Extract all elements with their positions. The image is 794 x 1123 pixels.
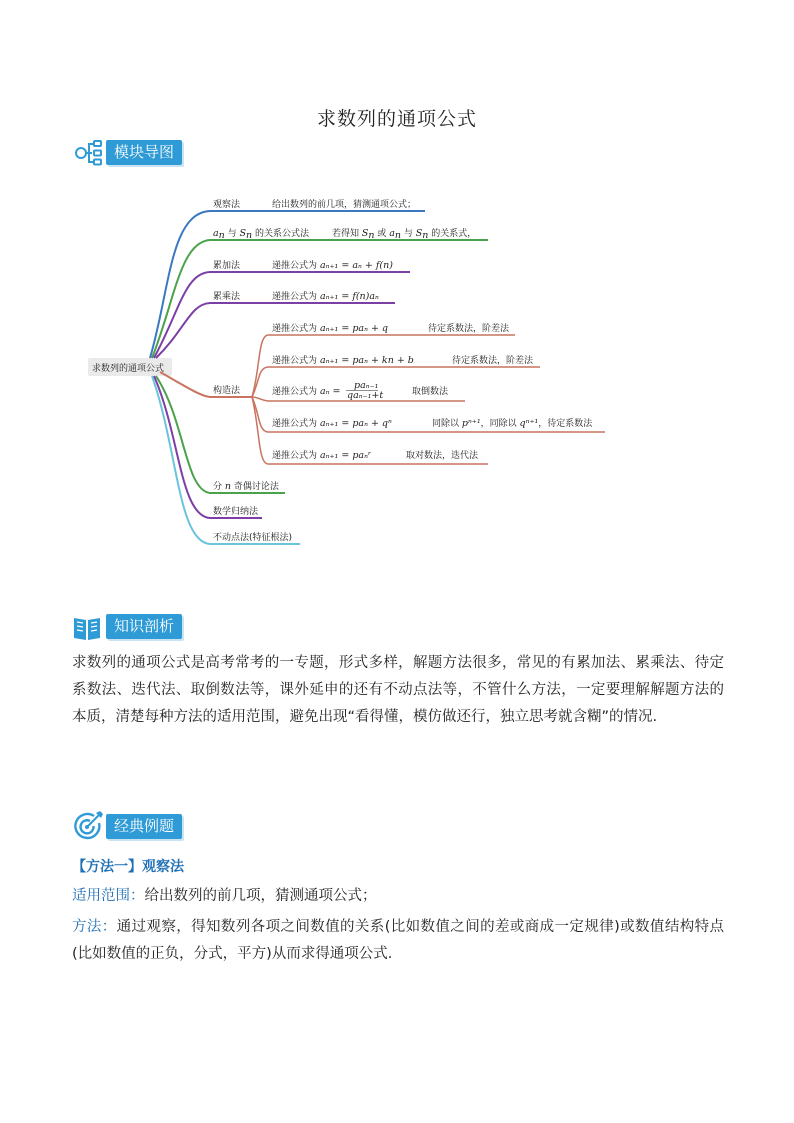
branch-accumulate-label: 累加法 xyxy=(213,261,241,271)
method1-scope xyxy=(72,883,724,910)
branch-induction-label: 数学归纳法 xyxy=(213,507,259,517)
method1-title: 【方法一】观察法 xyxy=(72,859,184,875)
construct-sub-3-note: 取倒数法 xyxy=(412,387,449,397)
construct-sub-3-den: qaₙ₋₁+t xyxy=(347,390,384,401)
knowledge-paragraph: 求数列的通项公式是高考常考的一专题，形式多样，解题方法很多，常见的有累加法、累乘法、待定系数法、迭代法、取倒数法等，课外延申的还有不动点法等，不管什么方法，一定要理解解题方法的本质，清楚每种方法的适用范围，避免出现“看得懂，模仿做还行，独立思考就含糊”的情况. xyxy=(72,655,724,725)
method1-scope-label: 适用范围： xyxy=(72,888,145,904)
section-knowledge-header xyxy=(72,610,212,644)
section-examples-header xyxy=(72,810,212,844)
section-guide-header xyxy=(72,136,212,170)
section-guide-label: 模块导图 xyxy=(106,140,182,165)
mindmap-root xyxy=(88,358,172,376)
branch-accumulate-desc: 递推公式为 xyxy=(272,261,318,271)
construct-sub-4-formula: aₙ₊₁ = paₙ + qⁿ xyxy=(320,418,392,429)
branch-observe-label: 观察法 xyxy=(213,200,241,210)
construct-sub-2-desc: 递推公式为 xyxy=(272,356,318,366)
construct-sub-4-desc: 递推公式为 xyxy=(272,419,318,429)
branch-multiply-desc: 递推公式为 xyxy=(272,292,318,302)
target-arrow-icon xyxy=(72,810,104,842)
page-title: 求数列的通项公式 xyxy=(316,108,477,130)
construct-sub-1-note: 待定系数法，阶差法 xyxy=(428,324,510,334)
method1-method-text: 通过观察，得知数列各项之间数值的关系(比如数值之间的差或商成一定规律)或数值结构特点(比如数值的正负，分式，平方)从而求得通项公式. xyxy=(72,919,724,962)
construct-sub-5-desc: 递推公式为 xyxy=(272,451,318,461)
branch-observe-desc: 给出数列的前几项，猜测通项公式； xyxy=(272,200,417,210)
branch-construct-label: 构造法 xyxy=(213,386,241,396)
construct-sub-1-desc: 递推公式为 xyxy=(272,324,318,334)
branch-multiply-label: 累乘法 xyxy=(213,292,241,302)
method1-method xyxy=(72,914,724,968)
branch-parity-label: 分 n 奇偶讨论法 xyxy=(213,481,279,492)
construct-sub-3-lhs: aₙ = xyxy=(320,386,341,397)
mindmap-root-label: 求数列的通项公式 xyxy=(92,364,165,374)
construct-sub-3-desc: 递推公式为 xyxy=(272,387,318,397)
branch-line-accumulate xyxy=(154,272,410,358)
branch-multiply-formula: aₙ₊₁ = f(n)aₙ xyxy=(320,291,379,302)
construct-sub-2-formula: aₙ₊₁ = paₙ + kn + b xyxy=(320,355,414,366)
construct-sub-4-note: 同除以 pⁿ⁺¹，同除以 qⁿ⁺¹，待定系数法 xyxy=(432,418,593,429)
mindmap-icon xyxy=(72,138,104,168)
branch-fixedpoint-label: 不动点法(特征根法) xyxy=(213,533,293,543)
section-examples-label: 经典例题 xyxy=(106,814,182,839)
construct-sub-2-note: 待定系数法，阶差法 xyxy=(452,356,534,366)
branch-relation-label: an 与 Sn 的关系公式法 xyxy=(213,228,310,241)
open-book-icon xyxy=(72,612,102,642)
branch-relation-desc: 若得知 Sn 或 an 与 Sn 的关系式， xyxy=(332,228,477,241)
method1-scope-text: 给出数列的前几项，猜测通项公式； xyxy=(144,888,377,904)
method1-method-label: 方法： xyxy=(72,919,117,935)
branch-accumulate-formula: aₙ₊₁ = aₙ + f(n) xyxy=(320,260,393,271)
construct-sub-3-num: paₙ₋₁ xyxy=(354,380,379,391)
construct-sub-5-note: 取对数法，迭代法 xyxy=(406,451,479,461)
section-knowledge-label: 知识剖析 xyxy=(106,614,182,639)
construct-sub-1-formula: aₙ₊₁ = paₙ + q xyxy=(320,323,389,334)
mindmap xyxy=(0,180,794,560)
construct-sub-5-formula: aₙ₊₁ = paₙʳ xyxy=(320,450,372,461)
